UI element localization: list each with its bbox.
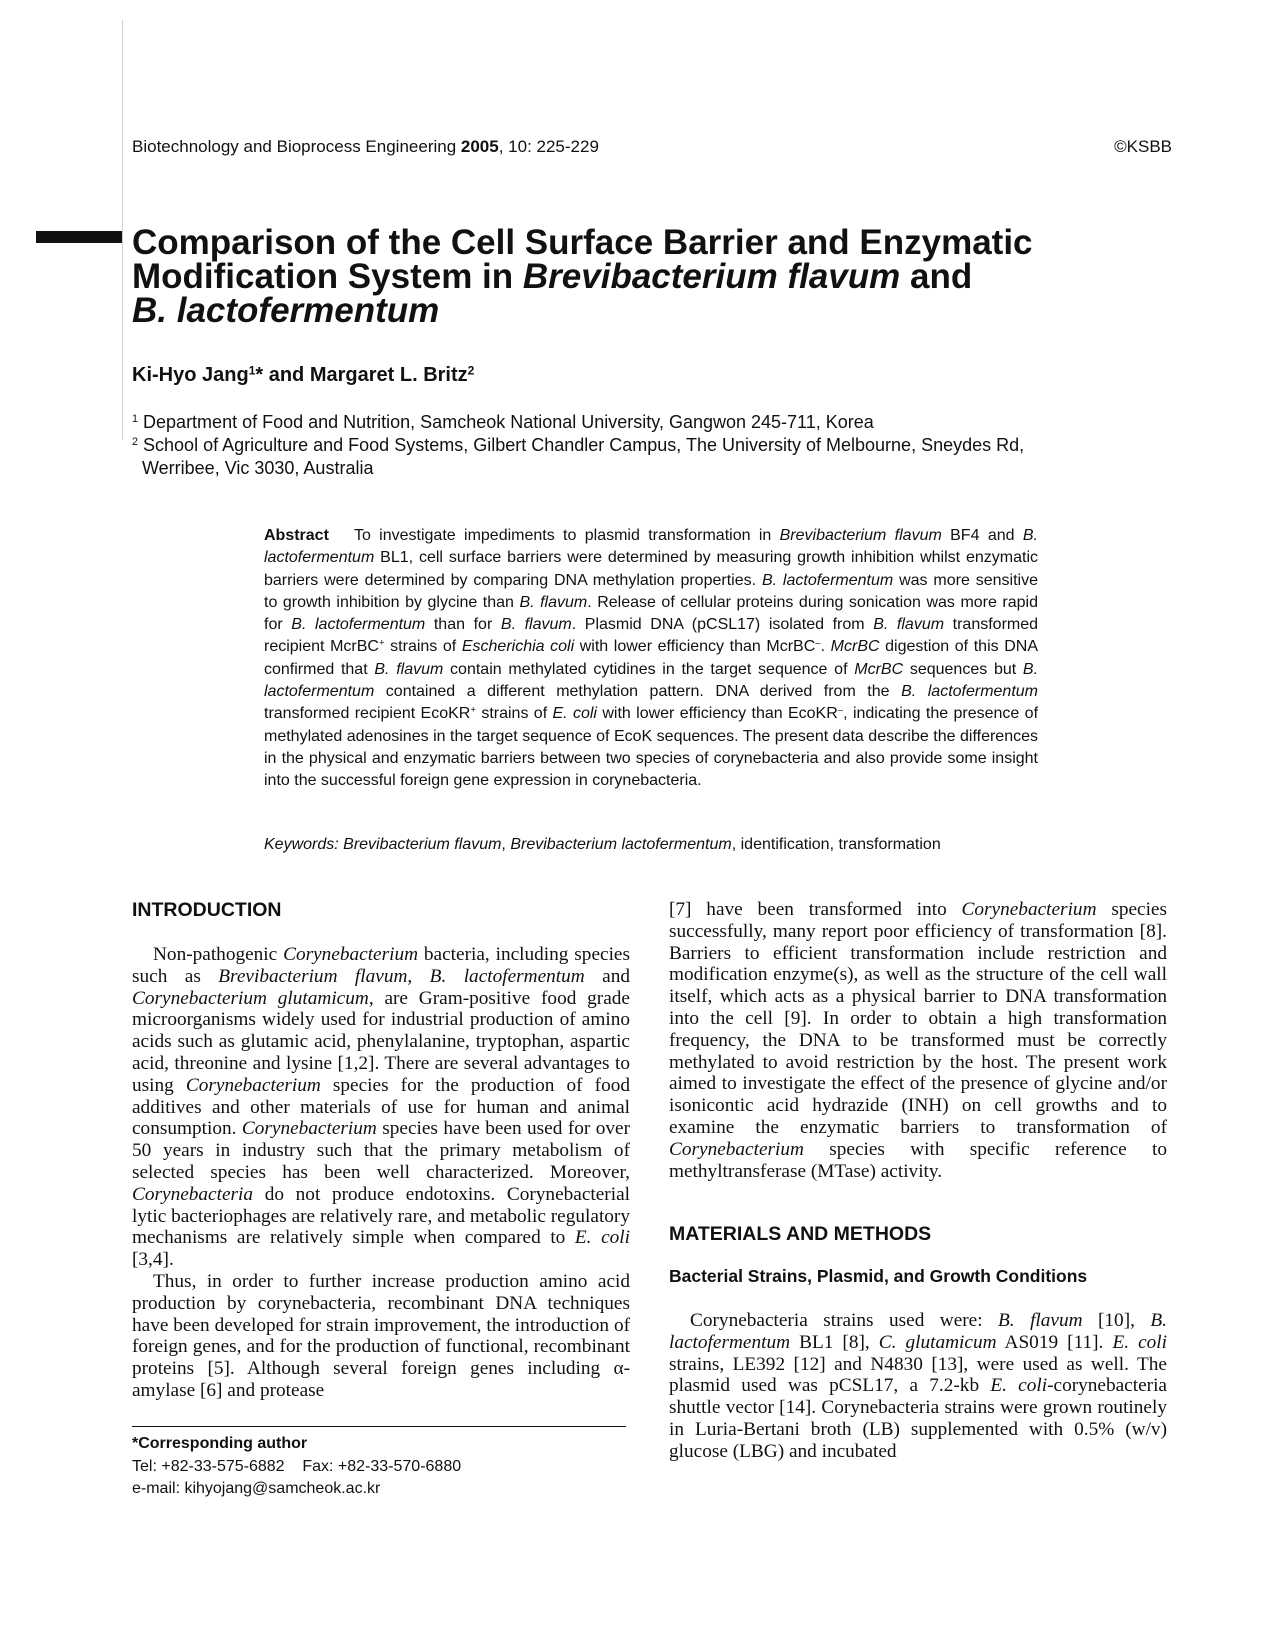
keywords-label: Keywords [264, 836, 335, 853]
methods-heading: MATERIALS AND METHODS [669, 1223, 932, 1246]
intro-heading: INTRODUCTION [132, 899, 282, 921]
journal-year: 2005 [460, 137, 499, 156]
right-column [669, 899, 1167, 1463]
author-1: Ki-Hyo Jang [132, 364, 249, 386]
affiliation-2: $^2$ School of Agriculture and Food Systems, Gilbert Chandler Campus, The University of Melbourne, Sneydes Rd, [132, 435, 1025, 455]
footnote-email: e-mail: kihyojang@samcheok.ac.kr [132, 1480, 381, 1497]
title-line-1: Comparison of the Cell Surface Barrier and Enzymatic [132, 223, 1033, 262]
title-line-2: Modification System in Brevibacterium flavum and [132, 257, 973, 296]
intro-paragraph-1: Non-pathogenic Corynebacterium bacteria, including species such as Brevibacterium flavum, B. lactofermentum and Corynebacterium glutamicum, are Gram-positive food grade microorganisms widely used for industrial production of amino acids such as glutamic acid, phenylalanine, tryptophan, aspartic acid, threonine and lysine [1,2]. There are several advantages to using Corynebacterium species for the production of food additives and other materials of use for human and animal consumption. Corynebacterium species have been used for over 50 years in industry such that the primary metabolism of selected species has been well characterized. Moreover, Corynebacteria do not produce endotoxins. Corynebacterial lytic bacteriophages are relatively rare, and metabolic regulatory mechanisms are relatively simple when compared to E. coli [3,4]. [132, 944, 630, 1271]
author-2: Margaret L. Britz [309, 364, 468, 386]
intro-paragraph-2: Thus, in order to further increase production amino acid production by corynebacteria, recombinant DNA techniques have been developed for strain improvement, the introduction of foreign genes, and for the production of functional, recombinant proteins [5]. Although several foreign genes including α-amylase [6] and protease [132, 1270, 630, 1401]
abstract: Abstract To investigate impediments to plasmid transformation in Brevibacterium flavum BF4 and B. lactofermentum BL1, cell surface barriers were determined by measuring growth inhibition whilst enzymatic barriers were determined by comparing DNA methylation properties. B. lactofermentum was more sensitive to growth inhibition by glycine than B. flavum. Release of cellular proteins during sonication was more rapid for B. lactofermentum than for B. flavum. Plasmid DNA (pCSL17) isolated from B. flavum transformed recipient McrBC+ strains of Escherichia coli with lower efficiency than McrBC–. McrBC digestion of this DNA confirmed that B. flavum contain methylated cytidines in the target sequence of McrBC sequences but B. lactofermentum contained a different methylation pattern. DNA derived from the B. lactofermentum transformed recipient EcoKR+ strains of E. coli with lower efficiency than EcoKR–, indicating the presence of methylated adenosines in the target sequence of EcoK sequences. The present data describe the differences in the physical and enzymatic barriers between two species of corynebacteria and also provide some insight into the successful foreign gene expression in corynebacteria. [264, 527, 1039, 790]
affiliation-2-cont: Werribee, Vic 3030, Australia [142, 458, 374, 478]
author-list: Ki-Hyo Jang$^1$* and Margaret L. Britz$^2$ [132, 363, 475, 386]
methods-paragraph-1: Corynebacteria strains used were: B. flavum [10], B. lactofermentum BL1 [8], C. glutamicum AS019 [11]. E. coli strains, LE392 [12] and N4830 [13], were used as well. The plasmid used was pCSL17, a 7.2-kb E. coli-corynebacteria shuttle vector [14]. Corynebacteria strains were grown routinely in Luria-Bertani broth (LB) supplemented with 0.5% (w/v) glucose (LBG) and incubated [669, 1309, 1167, 1462]
paper-title [132, 223, 1132, 330]
copyright: ©KSBB [1114, 137, 1172, 156]
abstract-label: Abstract [264, 527, 329, 544]
journal-name: Biotechnology and Bioprocess Engineering [132, 137, 461, 156]
title-line-3: B. lactofermentum [132, 291, 440, 330]
intro-continuation: [7] have been transformed into Corynebacterium species successfully, many report poor efficiency of transformation [8]. Barriers to efficient transformation include restriction and modification enzyme(s), as well as the structure of the cell wall itself, which acts as a physical barrier to DNA transformation into the cell [9]. In order to obtain a high transformation frequency, the DNA to be transformed must be correctly methylated to avoid restriction by the host. The present work aimed to investigate the effect of the presence of glycine and/or isonicontic acid hydrazide (INH) on cell growths and to examine the enzymatic barriers to transformation of Corynebacterium species with specific reference to methyltransferase (MTase) activity. [669, 899, 1167, 1182]
keywords: Keywords: Brevibacterium flavum, Brevibacterium lactofermentum, identification, transformation [264, 836, 941, 853]
affiliation-1: $^1$ Department of Food and Nutrition, Samcheok National University, Gangwon 245-711, Korea [132, 412, 874, 432]
left-column [132, 944, 630, 1402]
strains-subheading: Bacterial Strains, Plasmid, and Growth Conditions [669, 1266, 1088, 1287]
journal-volume-pages: , 10: 225-229 [498, 137, 599, 156]
left-margin-rule [122, 20, 123, 440]
footnote-phone: Tel: +82-33-575-6882 Fax: +82-33-570-6880 [132, 1457, 462, 1475]
corresponding-author-footnote [132, 1433, 461, 1501]
footnote-rule [132, 1426, 626, 1427]
title-marker-bar [36, 231, 122, 243]
footnote-label: *Corresponding author [132, 1435, 308, 1452]
running-header [132, 137, 1172, 157]
affiliations [132, 411, 1152, 480]
